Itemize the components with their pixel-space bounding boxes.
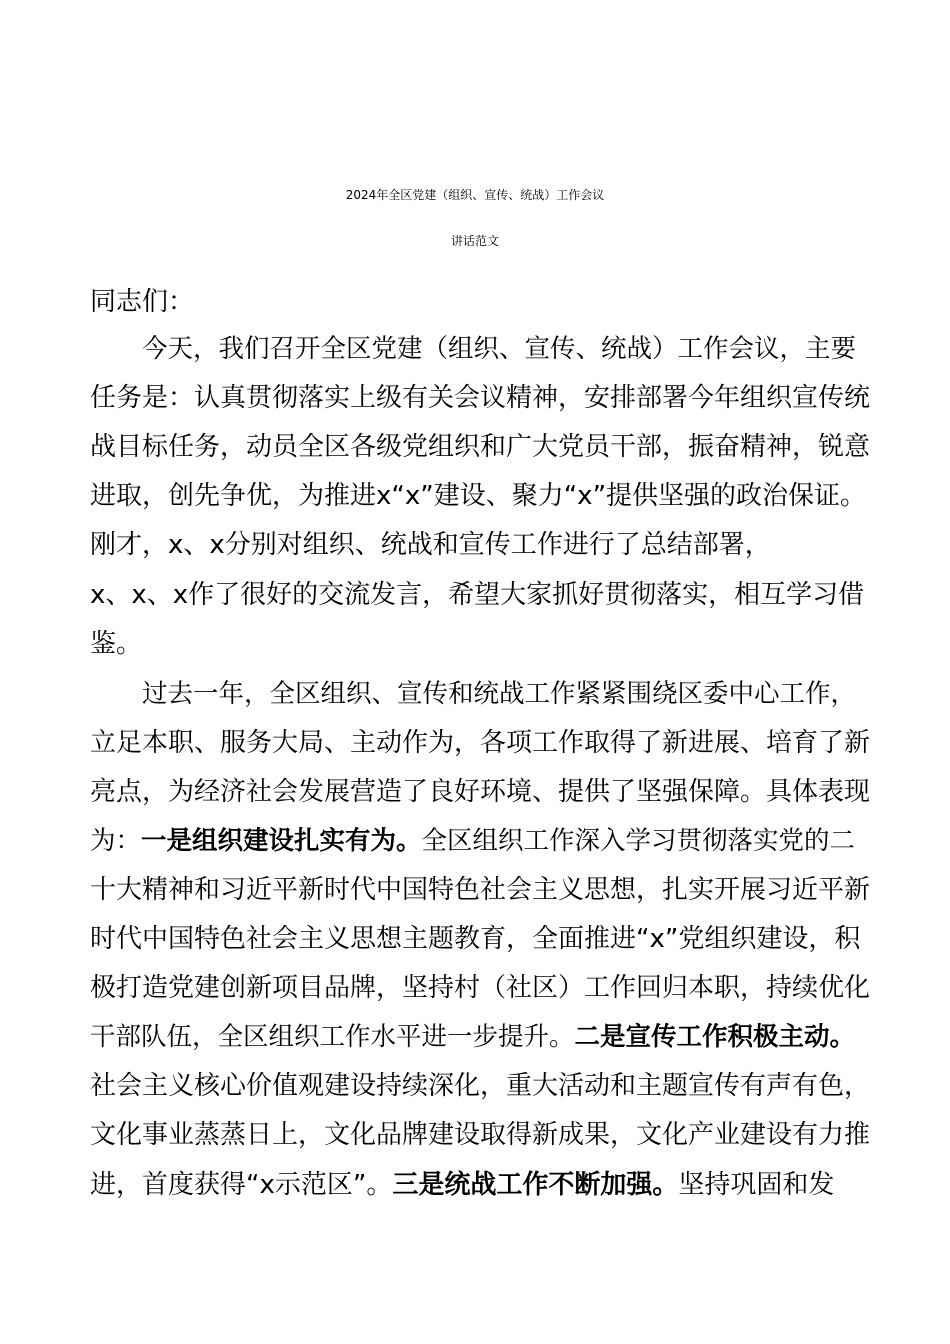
- salutation: 同志们：: [90, 287, 195, 317]
- paragraph-1-line-5: 刚才，x、x分别对组织、统战和宣传工作进行了总结部署，: [90, 530, 771, 560]
- paragraph-2-line-5: 十大精神和习近平新时代中国特色社会主义思想，扎实开展习近平新: [90, 875, 871, 905]
- paragraph-2-line-7: 极打造党建创新项目品牌，坚持村（社区）工作回归本职，持续优化: [90, 973, 871, 1003]
- document-title-line-2: 讲话范文: [450, 234, 499, 248]
- paragraph-1-line-2: 任务是：认真贯彻落实上级有关会议精神，安排部署今年组织宣传统: [90, 383, 871, 413]
- paragraph-2-line-1: 过去一年，全区组织、宣传和统战工作紧紧围绕区委中心工作，: [142, 679, 857, 709]
- paragraph-1-line-6: x、x、x作了很好的交流发言，希望大家抓好贯彻落实，相互学习借: [90, 580, 865, 610]
- paragraph-2-line-8-lead: 干部队伍，全区组织工作水平进一步提升。: [90, 1022, 575, 1052]
- highlight-united-front: 三是统战工作不断加强。: [392, 1170, 679, 1200]
- highlight-publicity: 二是宣传工作积极主动。: [574, 1022, 856, 1052]
- paragraph-2-line-11-tail: 坚持巩固和发: [678, 1170, 835, 1200]
- paragraph-2-line-4: [90, 822, 855, 860]
- paragraph-2-line-6: 时代中国特色社会主义思想主题教育，全面推进“x”党组织建设，积: [90, 924, 861, 954]
- paragraph-2-line-11: [90, 1166, 834, 1204]
- paragraph-2-line-3: 亮点，为经济社会发展营造了良好环境、提供了坚强保障。具体表现: [90, 777, 871, 807]
- document-title-line-1: 2024年全区党建（组织、宣传、统战）工作会议: [345, 188, 605, 202]
- paragraph-2-line-2: 立足本职、服务大局、主动作为，各项工作取得了新进展、培育了新: [90, 728, 871, 758]
- paragraph-2-line-9: 社会主义核心价值观建设持续深化，重大活动和主题宣传有声有色，: [90, 1071, 871, 1101]
- paragraph-2-line-10: 文化事业蒸蒸日上，文化品牌建设取得新成果，文化产业建设有力推: [90, 1120, 871, 1150]
- paragraph-2-line-11-lead: 进，首度获得“x示范区”。: [90, 1170, 393, 1200]
- paragraph-2-line-4-lead: 为：: [90, 826, 142, 856]
- paragraph-1-line-3: 战目标任务，动员全区各级党组织和广大党员干部，振奋精神，锐意: [90, 432, 871, 462]
- paragraph-1-line-4: 进取，创先争优，为推进x“x”建设、聚力“x”提供坚强的政治保证。: [90, 481, 867, 511]
- paragraph-2-line-8: [90, 1018, 855, 1056]
- paragraph-2-line-4-tail: 全区组织工作深入学习贯彻落实党的二: [421, 826, 856, 856]
- highlight-organization: 一是组织建设扎实有为。: [141, 826, 422, 856]
- paragraph-1-line-1: 今天，我们召开全区党建（组织、宣传、统战）工作会议，主要: [142, 334, 857, 364]
- paragraph-1-line-7: 鉴。: [90, 629, 143, 659]
